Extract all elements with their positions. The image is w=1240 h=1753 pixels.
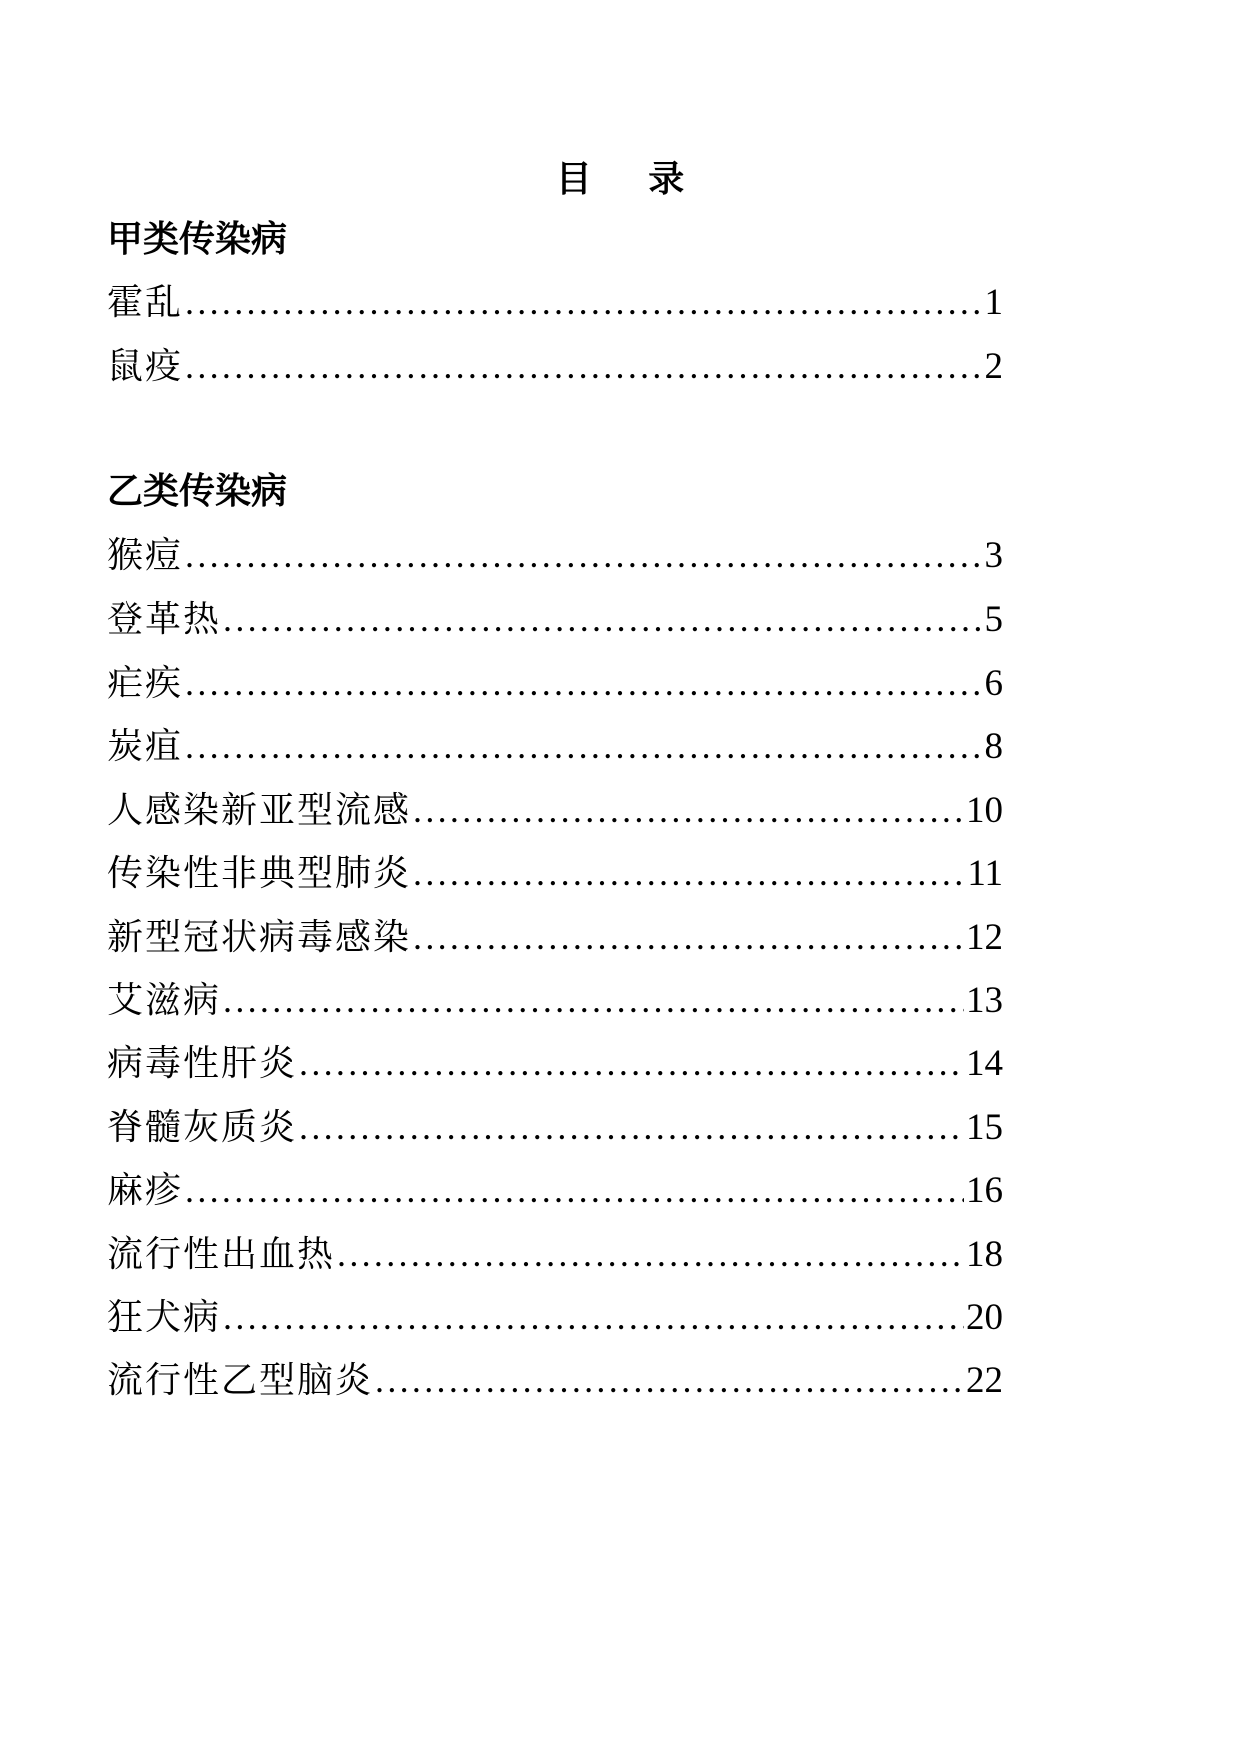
toc-page-number: 5 (984, 599, 1003, 640)
dot-leader (337, 1232, 964, 1276)
toc-entry-label: 病毒性肝炎 (107, 1043, 298, 1084)
toc-entry-label: 脊髓灰质炎 (107, 1107, 298, 1148)
dot-leader (413, 788, 964, 832)
toc-page-number: 14 (966, 1043, 1003, 1084)
toc-page-number: 2 (984, 346, 1003, 387)
toc-entry[interactable] (107, 724, 1003, 768)
toc-entry[interactable] (107, 1295, 1003, 1339)
toc-entry-label: 传染性非典型肺炎 (107, 853, 412, 894)
toc-entry-label: 艾滋病 (107, 980, 222, 1021)
toc-entry-label: 人感染新亚型流感 (107, 790, 412, 831)
dot-leader (185, 1168, 964, 1212)
toc-entry[interactable] (107, 344, 1003, 388)
toc-page-number: 18 (966, 1234, 1003, 1275)
toc-entry-label: 流行性乙型脑炎 (107, 1360, 374, 1401)
toc-page-number: 20 (966, 1297, 1003, 1338)
section-heading-class-a: 甲类传染病 (107, 219, 288, 260)
toc-entry-label: 鼠疫 (107, 346, 184, 387)
toc-entry-label: 炭疽 (107, 726, 184, 767)
toc-entry[interactable] (107, 1168, 1003, 1212)
dot-leader (185, 280, 982, 324)
page-title: 目 录 (555, 159, 707, 200)
dot-leader (299, 1105, 964, 1149)
dot-leader (223, 978, 964, 1022)
toc-page-number: 11 (967, 853, 1003, 894)
toc-entry-label: 霍乱 (107, 282, 184, 323)
toc-page-number: 1 (984, 282, 1003, 323)
dot-leader (375, 1358, 964, 1402)
toc-entry[interactable] (107, 1358, 1003, 1402)
toc-entry-label: 麻疹 (107, 1170, 184, 1211)
toc-entry[interactable] (107, 1232, 1003, 1276)
dot-leader (413, 851, 965, 895)
dot-leader (223, 597, 982, 641)
toc-entry[interactable] (107, 915, 1003, 959)
toc-page-number: 3 (984, 535, 1003, 576)
toc-page-number: 6 (984, 663, 1003, 704)
toc-page-number: 10 (966, 790, 1003, 831)
toc-page-number: 13 (966, 980, 1003, 1021)
toc-entry-label: 狂犬病 (107, 1297, 222, 1338)
dot-leader (185, 344, 982, 388)
toc-entry[interactable] (107, 788, 1003, 832)
toc-page-number: 15 (966, 1107, 1003, 1148)
toc-page-number: 16 (966, 1170, 1003, 1211)
toc-entry[interactable] (107, 533, 1003, 577)
toc-page-number: 8 (984, 726, 1003, 767)
dot-leader (185, 724, 982, 768)
dot-leader (223, 1295, 964, 1339)
toc-entry[interactable] (107, 1105, 1003, 1149)
section-heading-class-b: 乙类传染病 (107, 471, 288, 512)
dot-leader (299, 1041, 964, 1085)
toc-page-number: 22 (966, 1360, 1003, 1401)
toc-page-number: 12 (966, 917, 1003, 958)
toc-entry-label: 登革热 (107, 599, 222, 640)
dot-leader (185, 661, 982, 705)
dot-leader (413, 915, 964, 959)
toc-entry[interactable] (107, 851, 1003, 895)
toc-entry[interactable] (107, 597, 1003, 641)
toc-entry-label: 流行性出血热 (107, 1234, 336, 1275)
toc-entry-label: 疟疾 (107, 663, 184, 704)
toc-entry-label: 新型冠状病毒感染 (107, 917, 412, 958)
dot-leader (185, 533, 982, 577)
toc-entry[interactable] (107, 978, 1003, 1022)
toc-entry[interactable] (107, 661, 1003, 705)
toc-entry[interactable] (107, 280, 1003, 324)
toc-entry-label: 猴痘 (107, 535, 184, 576)
toc-entry[interactable] (107, 1041, 1003, 1085)
